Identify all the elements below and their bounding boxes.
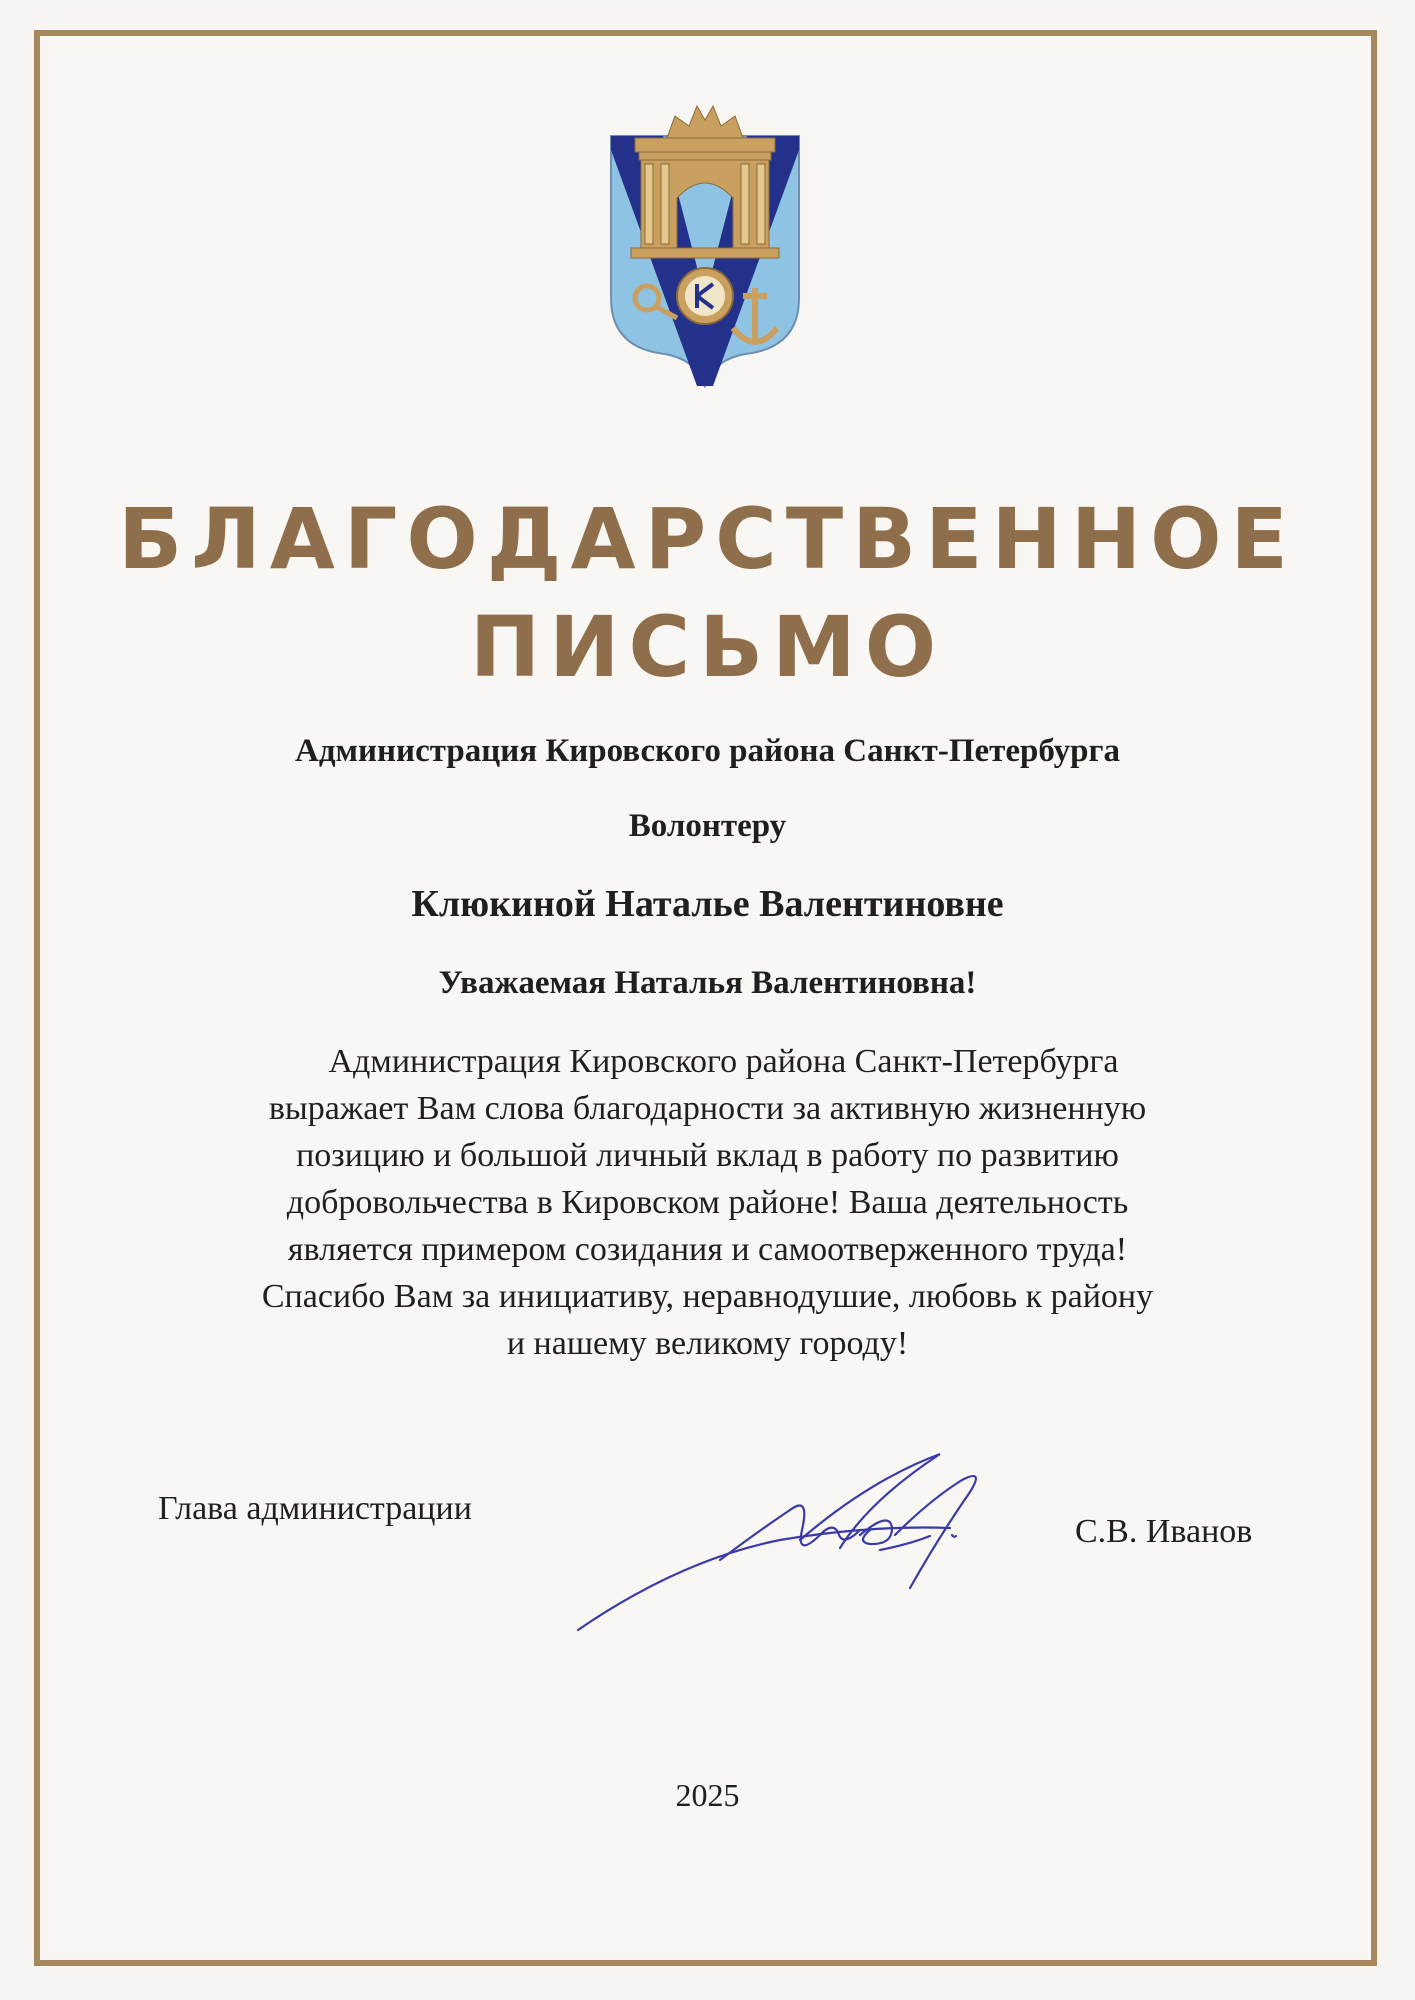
body-line: и нашему великому городу! [506,1325,909,1362]
recipient-name: Клюкиной Наталье Валентиновне [411,883,1004,925]
issuing-organization: Администрация Кировского района Санкт-Петербурга [295,733,1120,769]
signer-position: Глава администрации [158,1490,472,1527]
greeting: Уважаемая Наталья Валентиновна! [438,965,977,1001]
body-line: Спасибо Вам за инициативу, неравнодушие, любовь к району [261,1278,1154,1315]
body-line: позицию и большой личный вклад в работу по развитию [296,1137,1119,1174]
document-title-line1: БЛАГОДАРСТВЕННОЕ [118,490,1297,588]
recipient-role: Волонтеру [628,808,787,844]
signature-icon [570,1440,1060,1640]
signer-name: С.В. Иванов [1075,1513,1253,1550]
body-line: Администрация Кировского района Санкт-Петербурга [328,1043,1119,1080]
body-line: является примером созидания и самоотверженного труда! [287,1231,1128,1268]
body-line: добровольчества в Кировском районе! Ваша деятельность [286,1184,1129,1221]
body-line: выражает Вам слова благодарности за активную жизненную [268,1090,1147,1127]
document-title-line2: ПИСЬМО [469,598,946,696]
letter-body [160,1038,1255,1367]
document-year: 2025 [675,1777,740,1813]
coat-of-arms-icon [605,98,805,388]
